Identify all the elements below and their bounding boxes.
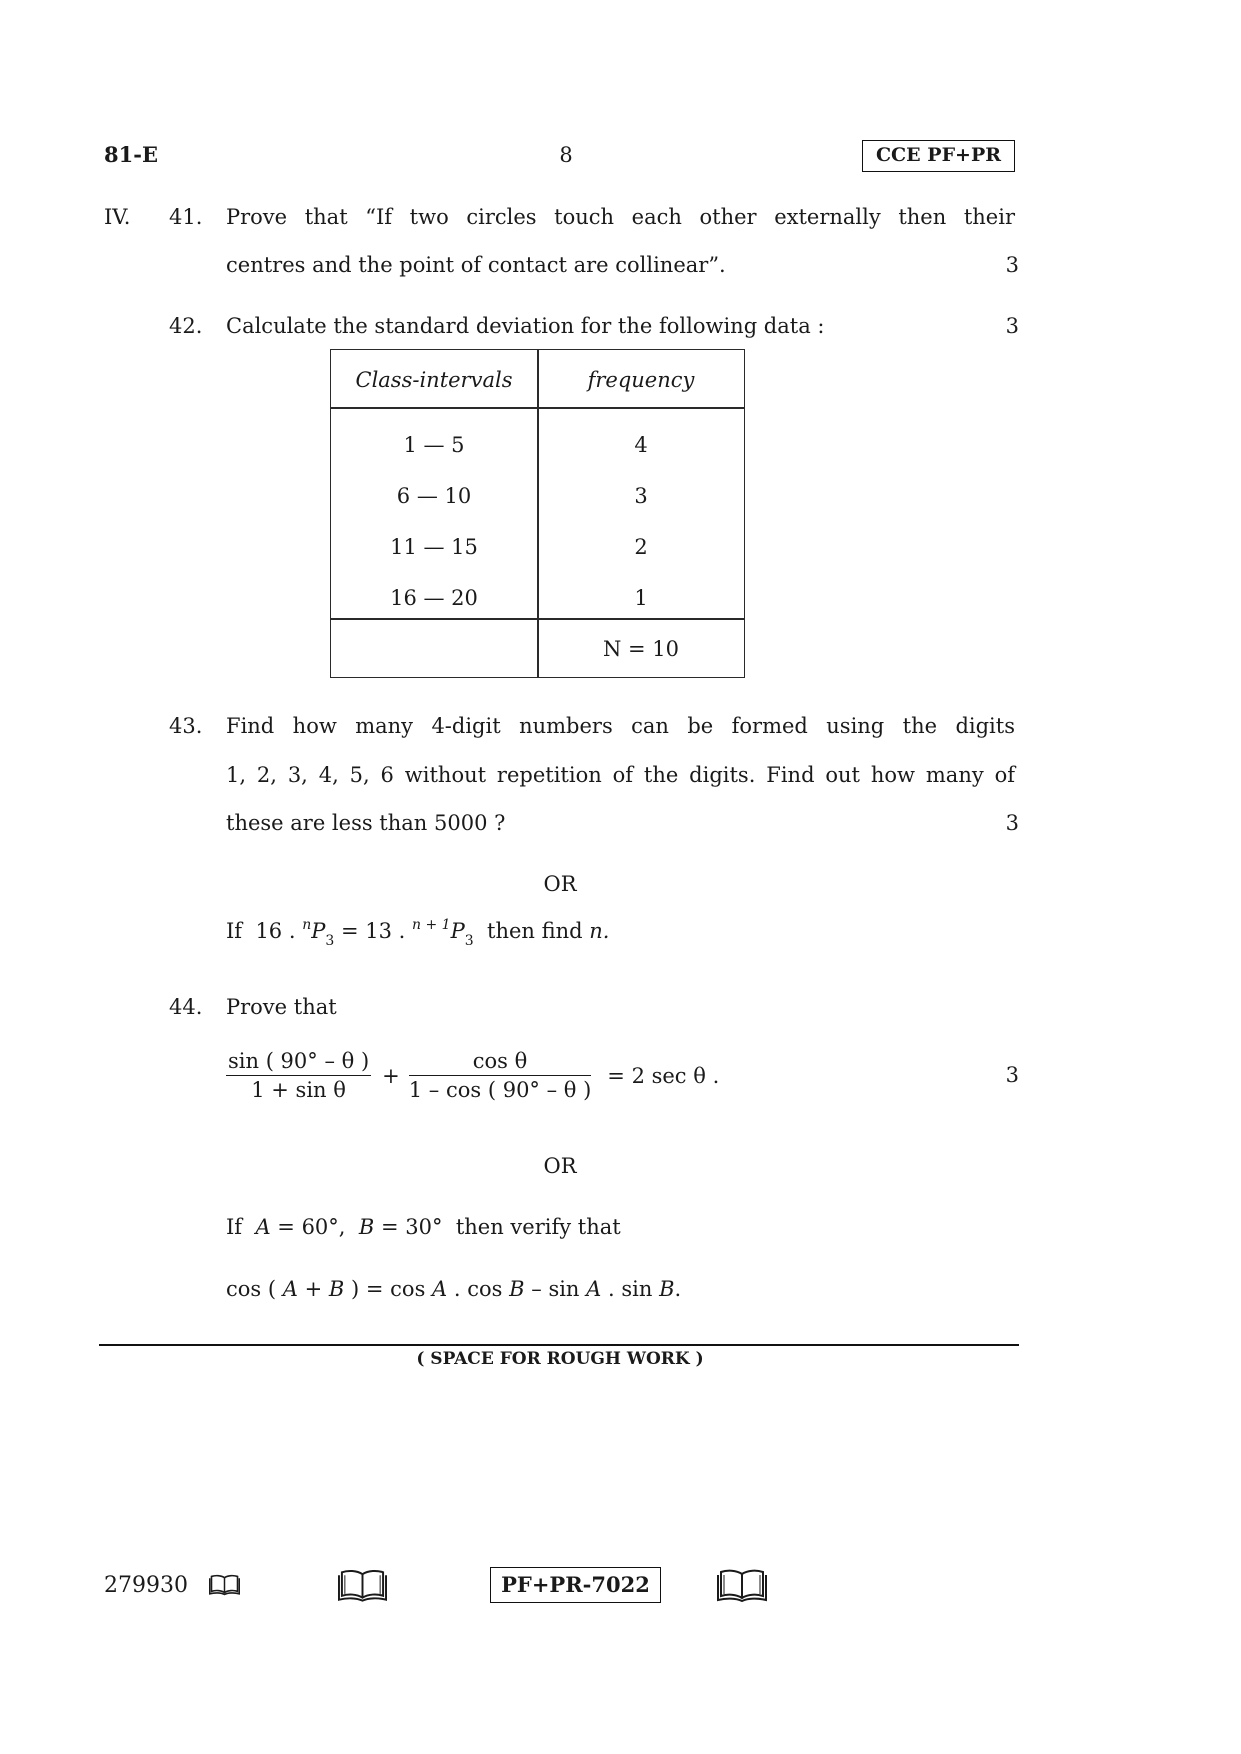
permutation-subscript: 3 (325, 933, 335, 949)
question-44-or: OR (543, 1154, 577, 1178)
question-41-line-2: centres and the point of contact are collinear”. (226, 253, 726, 277)
expr-part: ) = cos (351, 1277, 426, 1301)
expr-part: cos ( (226, 1277, 277, 1301)
fraction-2-numerator: cos θ (409, 1048, 592, 1076)
permutation-symbol: P (311, 919, 326, 943)
permutation-superscript: n + 1 (412, 917, 451, 933)
fraction-1 (226, 1048, 371, 1103)
question-number-41: 41. (169, 205, 203, 229)
fraction-1-denominator: 1 + sin θ (251, 1078, 346, 1102)
table-cell-frequency: 3 (634, 484, 648, 508)
rough-work-divider (99, 1344, 1019, 1346)
table-column-divider (537, 350, 539, 677)
open-book-icon (209, 1573, 240, 1596)
alt-instruction: then verify that (455, 1215, 621, 1239)
expr-variable: B (328, 1277, 345, 1301)
expr-variable: B (509, 1277, 525, 1301)
question-41-marks: 3 (1005, 253, 1019, 277)
question-43-marks: 3 (1005, 811, 1019, 835)
angle-value: = 60°, (277, 1215, 346, 1239)
expr-variable: A (586, 1277, 602, 1301)
angle-variable: A (255, 1215, 271, 1239)
alt-word: If (226, 1215, 243, 1239)
fraction-1-numerator: sin ( 90° – θ ) (226, 1048, 371, 1076)
question-number-42: 42. (169, 314, 203, 338)
open-book-icon (717, 1567, 767, 1603)
page-number: 8 (559, 143, 573, 167)
table-header-frequency: frequency (587, 368, 695, 392)
table-total: N = 10 (602, 637, 680, 661)
open-book-icon (338, 1567, 387, 1603)
table-cell-interval: 1 — 5 (403, 433, 465, 457)
expr-part: + (304, 1277, 323, 1301)
question-42-text: Calculate the standard deviation for the following data : (226, 314, 825, 338)
table-cell-frequency: 4 (634, 433, 648, 457)
question-43-line-2: 1, 2, 3, 4, 5, 6 without repetition of the digits. Find out how many of (226, 763, 1015, 787)
table-cell-frequency: 2 (634, 535, 648, 559)
question-43-line-1: Find how many 4-digit numbers can be formed using the digits (226, 714, 1015, 738)
alt-equals: = 13 . (340, 919, 406, 943)
question-number-43: 43. (169, 714, 203, 738)
alt-variable: n. (589, 919, 610, 943)
table-cell-frequency: 1 (634, 586, 648, 610)
question-43-alternative (226, 918, 609, 947)
question-41-line-1: Prove that “If two circles touch each other externally then their (226, 205, 1015, 229)
footer-paper-code: PF+PR-7022 (490, 1567, 661, 1603)
question-44-alternative-line-1 (226, 1214, 621, 1240)
table-cell-interval: 11 — 15 (390, 535, 478, 559)
alt-coefficient: 16 . (255, 919, 296, 943)
table-header-divider (331, 407, 744, 409)
footer-serial: 279930 (104, 1573, 188, 1598)
expr-part: . (674, 1277, 682, 1301)
expr-part: . cos (453, 1277, 503, 1301)
expr-part: – sin (531, 1277, 580, 1301)
question-44-intro: Prove that (226, 995, 337, 1019)
question-44-alternative-line-2 (226, 1276, 681, 1302)
expr-part: . sin (608, 1277, 653, 1301)
question-43-line-3: these are less than 5000 ? (226, 811, 506, 835)
equation-right-side: = 2 sec θ . (607, 1063, 720, 1088)
series-label: CCE PF+PR (862, 140, 1015, 172)
table-header-class-intervals: Class-intervals (355, 368, 513, 392)
question-43-or: OR (543, 872, 577, 896)
question-number-44: 44. (169, 995, 203, 1019)
expr-variable: B (659, 1277, 675, 1301)
expr-variable: A (282, 1277, 298, 1301)
question-44-marks: 3 (1005, 1063, 1019, 1087)
section-label: IV. (104, 205, 131, 229)
fraction-2-denominator: 1 – cos ( 90° – θ ) (408, 1078, 592, 1102)
table-cell-interval: 6 — 10 (396, 484, 472, 508)
table-cell-interval: 16 — 20 (390, 586, 478, 610)
alt-instruction: then find (487, 919, 583, 943)
question-42-marks: 3 (1005, 314, 1019, 338)
expr-variable: A (432, 1277, 448, 1301)
permutation-superscript: n (302, 917, 312, 933)
rough-work-label: ( SPACE FOR ROUGH WORK ) (416, 1349, 704, 1369)
alt-word: If (226, 919, 243, 943)
trig-identity-equation (226, 1048, 719, 1103)
paper-code: 81-E (104, 142, 158, 167)
permutation-symbol: P (450, 919, 465, 943)
table-total-divider (331, 618, 744, 620)
angle-variable: B (358, 1215, 375, 1239)
frequency-table (330, 349, 745, 678)
fraction-2 (409, 1048, 592, 1103)
plus-sign: + (382, 1063, 400, 1088)
permutation-subscript: 3 (464, 933, 474, 949)
angle-value: = 30° (380, 1215, 443, 1239)
